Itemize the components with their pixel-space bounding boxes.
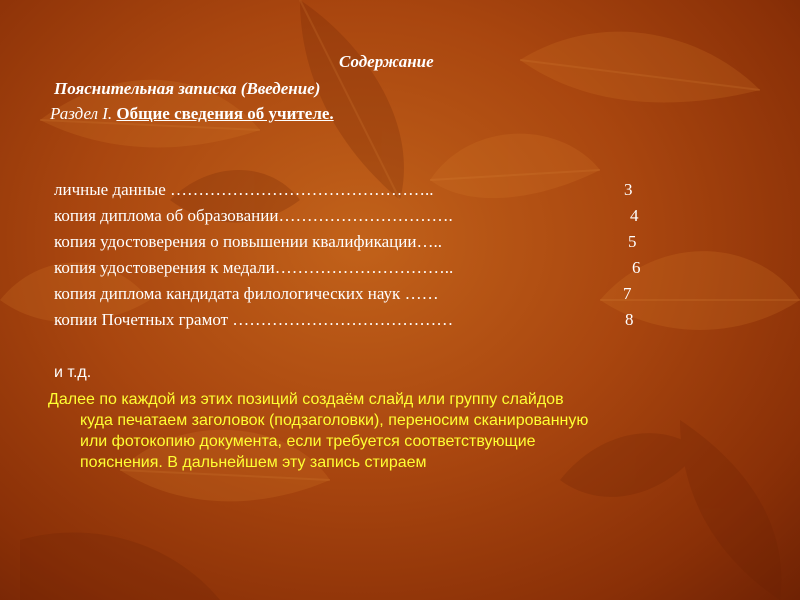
slide-subtitle: Пояснительная записка (Введение) <box>54 79 321 98</box>
toc-row <box>54 229 654 255</box>
toc-label: личные данные ……………………………………….. <box>54 180 434 199</box>
section-name: Общие сведения об учителе. <box>116 104 334 123</box>
slide-title: Содержание <box>339 52 434 71</box>
toc-page-number: 5 <box>628 232 637 251</box>
instruction-note <box>48 389 738 473</box>
note-line: куда печатаем заголовок (подзаголовки), переносим сканированную <box>80 412 589 429</box>
section-heading <box>50 104 334 124</box>
note-line: Далее по каждой из этих позиций создаём слайд или группу слайдов <box>48 391 564 408</box>
toc-page-number: 3 <box>624 180 633 199</box>
note-line: пояснения. В дальнейшем эту запись стираем <box>80 454 427 471</box>
toc-row <box>54 281 654 307</box>
toc-label: копия удостоверения к медали………………………….. <box>54 258 454 277</box>
toc-page-number: 4 <box>630 206 639 225</box>
toc-row <box>54 177 654 203</box>
toc-label: копия удостоверения о повышении квалификации….. <box>54 232 442 251</box>
toc-label: копии Почетных грамот ………………………………… <box>54 310 454 329</box>
toc-label: копия диплома об образовании…………………………. <box>54 206 453 225</box>
section-prefix: Раздел I. <box>50 104 117 123</box>
toc-page-number: 7 <box>623 284 632 303</box>
toc-page-number: 8 <box>625 310 634 329</box>
toc-row <box>54 203 654 229</box>
toc-row <box>54 307 654 333</box>
note-line: или фотокопию документа, если требуется соответствующие <box>80 433 536 450</box>
etc-text: и т.д. <box>54 364 92 381</box>
toc-row <box>54 255 654 281</box>
toc-page-number: 6 <box>632 258 641 277</box>
toc-label: копия диплома кандидата филологических наук …… <box>54 284 439 303</box>
